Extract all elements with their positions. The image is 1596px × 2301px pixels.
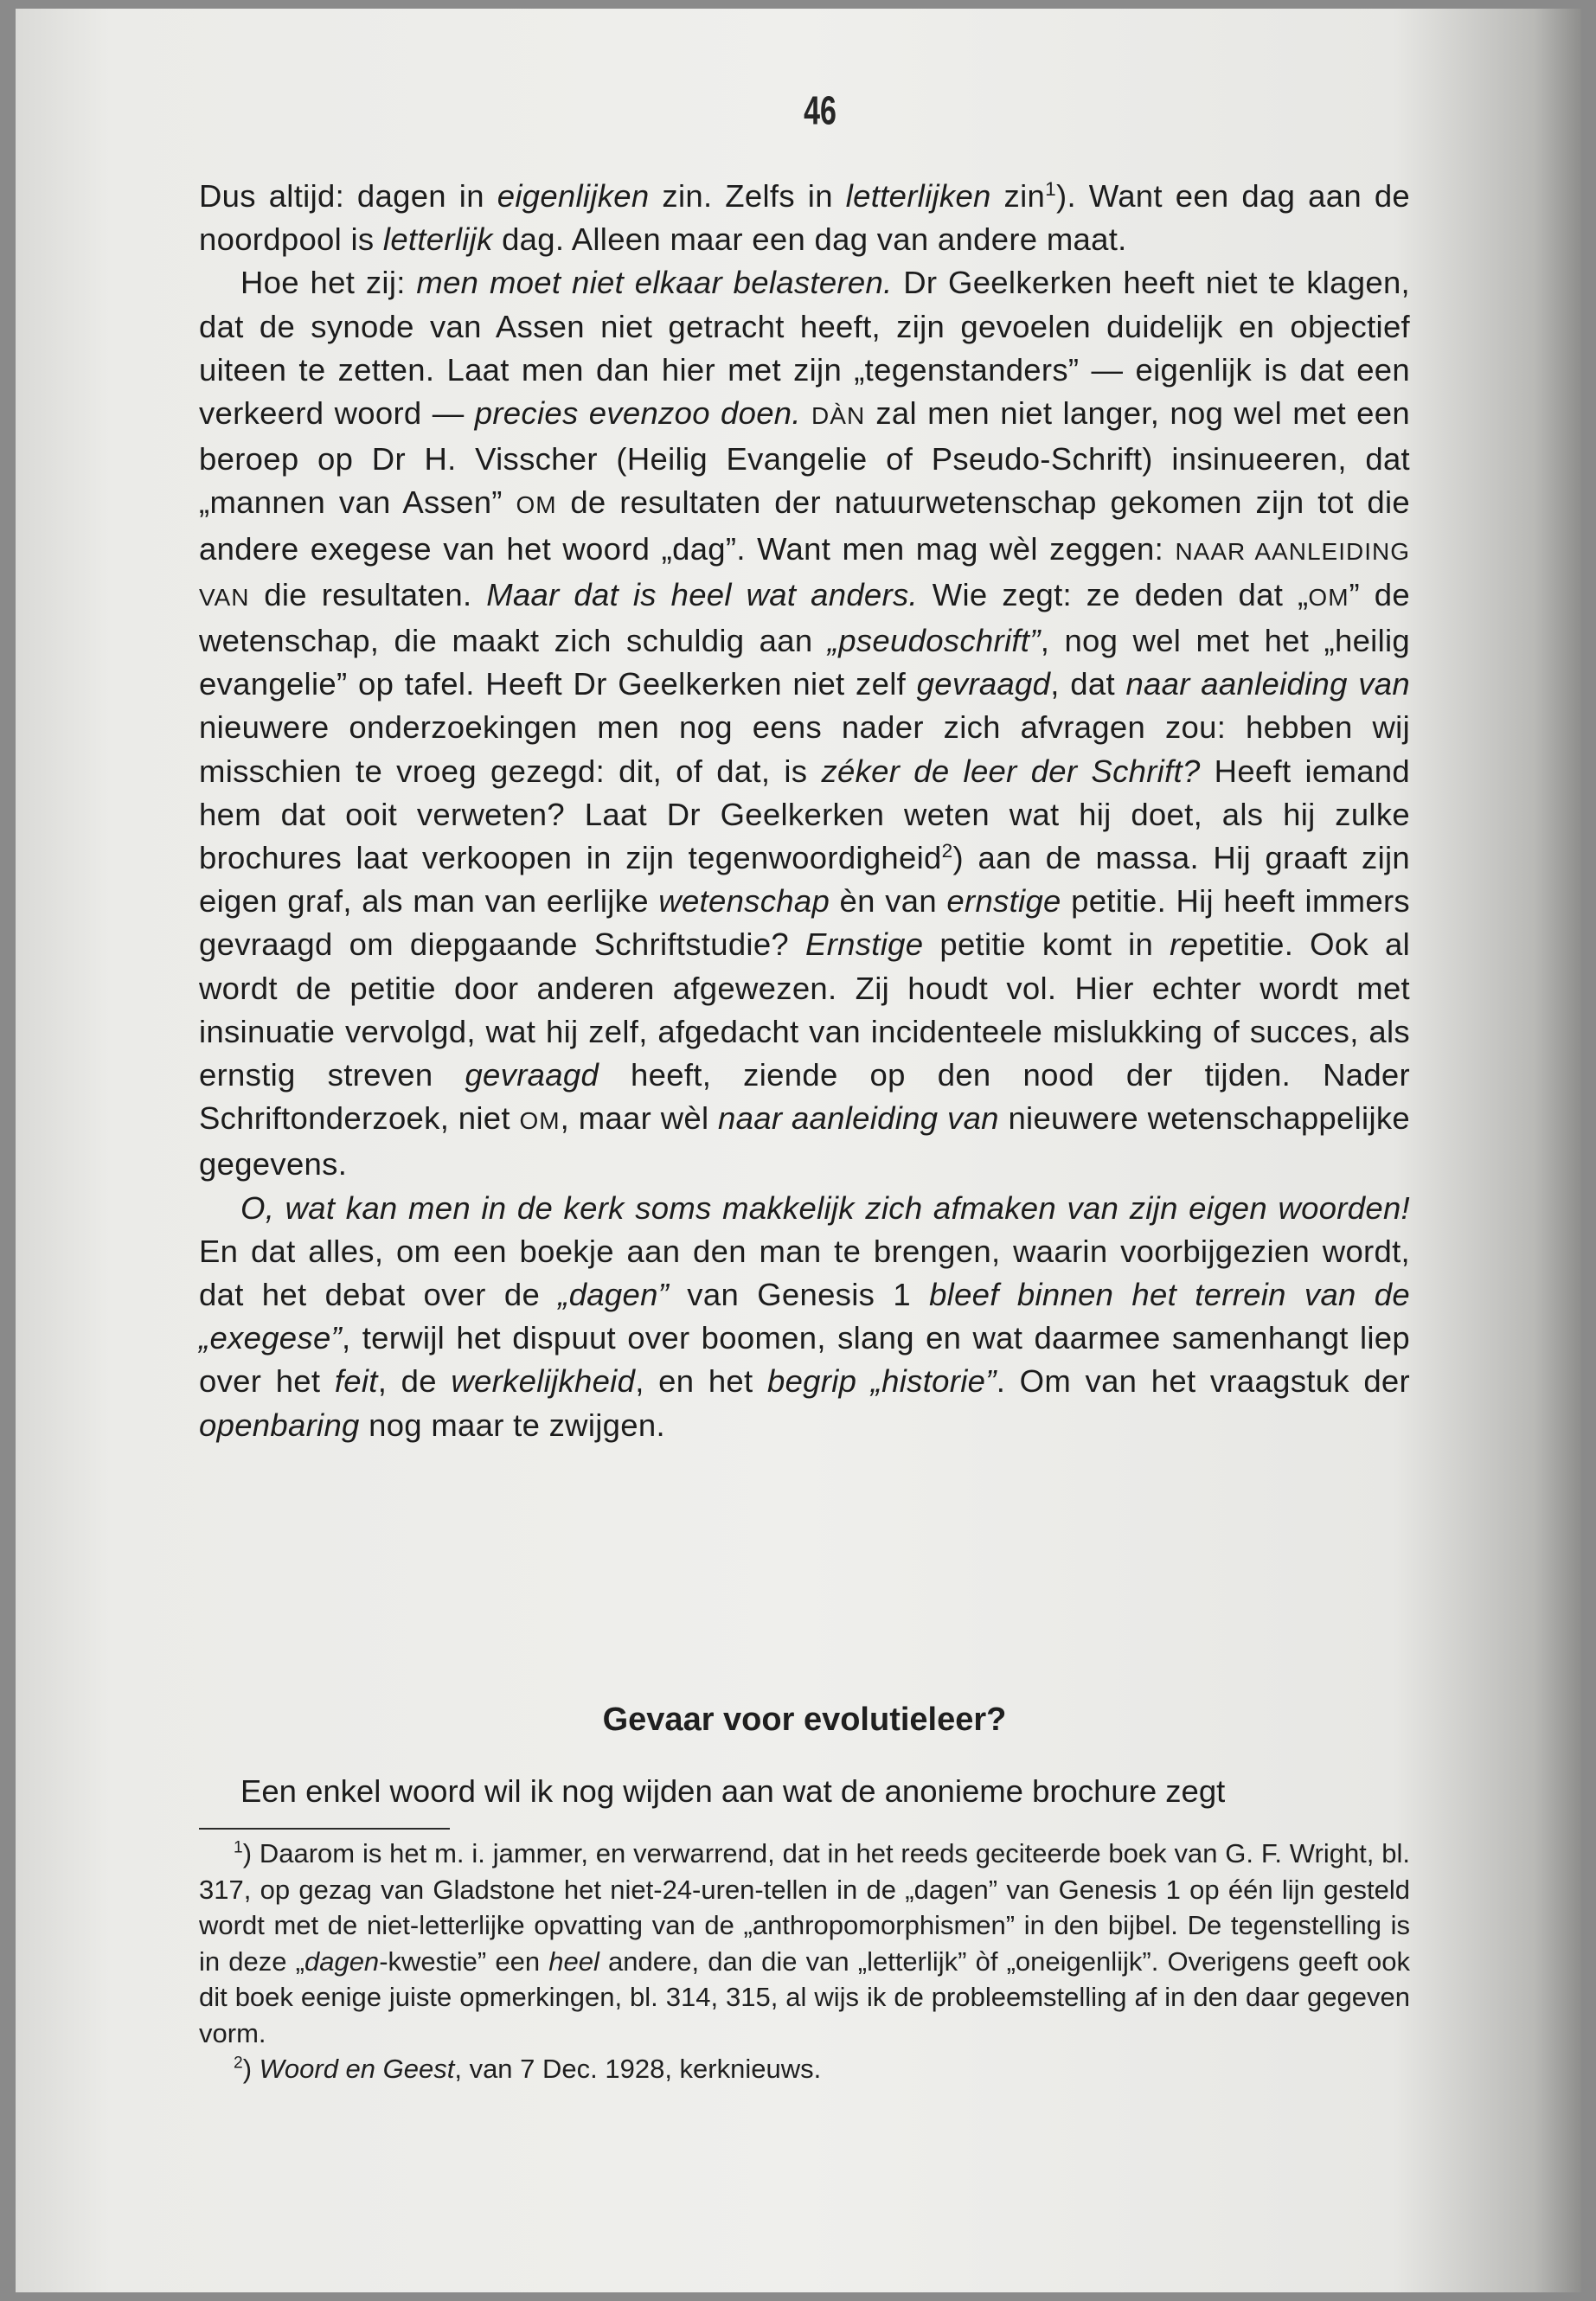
footnote-ref: 1 — [1045, 177, 1056, 200]
italic-run: werkelijkheid — [451, 1363, 636, 1400]
closing-line: Een enkel woord wil ik nog wijden aan wat de anonieme brochure zegt — [240, 1773, 1226, 1809]
text-run: de resultaten der natuurwetenschap gekomen zijn tot die andere exegese van het woord „dag”. Want men mag wèl zeggen: — [199, 484, 1410, 567]
text-run: , de — [377, 1363, 452, 1400]
italic-run: eigenlijken — [497, 178, 650, 214]
text-run: ) — [242, 2054, 260, 2084]
italic-run: precies evenzoo doen. — [474, 395, 801, 432]
italic-run: letterlijken — [845, 178, 991, 214]
text-run: -kwestie” een — [379, 1945, 549, 1977]
text-run: nieuwere onderzoekingen men nog eens nader zich afvragen zou: hebben wij misschien te vroeg gezegd: dit, of dat, is — [199, 709, 1410, 789]
smallcaps-run: OM — [519, 1107, 561, 1135]
italic-run: gevraagd — [465, 1057, 599, 1093]
text-run: , van 7 Dec. 1928, kerknieuws. — [454, 2054, 822, 2084]
text-run: , dat — [1050, 666, 1126, 702]
text-run: . Om van het vraagstuk der — [996, 1363, 1410, 1400]
italic-run: re — [1170, 926, 1199, 963]
text-run: èn van — [830, 883, 947, 920]
smallcaps-run: OM — [516, 491, 557, 519]
paragraph — [199, 261, 1410, 1186]
text-run: ) aan de massa. Hij graaft zijn eigen graf, als man van eerlijke — [199, 840, 1411, 920]
text-run: Dr Geelkerken heeft niet te klagen, dat de synode van Assen niet getracht heeft, zijn gevoelen duidelijk en objectief uiteen te zetten. Laat men dan hier met zijn „tegenstanders” — eigenlijk is dat een verkeerd woord — — [199, 265, 1410, 432]
italic-run: ernstige — [946, 883, 1061, 920]
book-page — [16, 9, 1581, 2292]
footnotes — [199, 1836, 1410, 2087]
italic-run: men moet niet elkaar belasteren. — [416, 265, 893, 301]
footnote — [199, 1836, 1410, 2051]
text-run: van Genesis 1 — [669, 1277, 930, 1313]
text-run: zin — [990, 178, 1046, 214]
smallcaps-run: OM — [1308, 583, 1349, 611]
text-run: , terwijl het dispuut over boomen, slang en wat daarmee samenhangt liep over het — [199, 1320, 1410, 1400]
smallcaps-run: NAAR AANLEIDING VAN — [199, 537, 1410, 611]
text-run: nog maar te zwijgen. — [359, 1407, 665, 1443]
italic-run: O, wat kan men in de kerk soms makkelijk zich afmaken van zijn eigen woorden! — [240, 1189, 1410, 1226]
italic-run: feit — [334, 1363, 378, 1400]
footnote-ref: 2 — [234, 2054, 243, 2073]
text-run: petitie komt in — [923, 926, 1170, 963]
section-heading: Gevaar voor evolutieleer? — [602, 1702, 1007, 1738]
italic-run: naar aanleiding van — [1125, 666, 1411, 702]
paragraph — [199, 175, 1410, 261]
text-run: ) Daarom is het m. i. jammer, en verwarrend, dat in het reeds geciteerde boek van G. F. Wright, bl. 317, op gezag van Gladstone het niet-24-uren-tellen in de „dagen” van Genesis 1 op één lijn gesteld wordt met de niet-letterlijke opvatting van de „anthropomorphismen” in den bijbel. De tegenstelling is in deze „ — [199, 1838, 1410, 1977]
text-run: heeft, ziende op den nood der tijden. Nader Schriftonderzoek, niet — [199, 1057, 1410, 1137]
text-run: petitie. Ook al wordt de petitie door anderen afgewezen. Zij houdt vol. Hier echter wordt met insinuatie vervolgd, wat hij zelf, afgedacht van incidenteele mislukking of succes, als ernstig streven — [199, 926, 1410, 1093]
italic-run: gevraagd — [916, 666, 1051, 702]
footnote-ref: 2 — [941, 839, 953, 862]
italic-run: bleef binnen het terrein van de „exegese” — [199, 1277, 1410, 1356]
text-run: Wie zegt: ze deden dat „ — [917, 576, 1309, 612]
footnote — [199, 2051, 1410, 2087]
italic-run: openbaring — [199, 1407, 360, 1443]
italic-run: letterlijk — [382, 221, 493, 258]
text-run: ” de wetenschap, die maakt zich schuldig aan — [199, 576, 1410, 659]
italic-run: heel — [548, 1945, 599, 1977]
text-run — [801, 395, 811, 431]
text-run: andere, dan die van „letterlijk” òf „oneigenlijk”. Overigens geeft ook dit boek eenige juiste opmerkingen, bl. 314, 315, al wijs ik de probleemstelling af in den daar gegeven vorm. — [199, 1945, 1411, 2048]
text-run: petitie. Hij heeft immers gevraagd om diepgaande Schriftstudie? — [199, 883, 1410, 963]
italic-run: begrip „historie” — [766, 1363, 997, 1400]
text-run: ). Want een dag aan de noordpool is — [199, 178, 1411, 258]
text-run: En dat alles, om een boekje aan den man te brengen, waarin voorbijgezien wordt, dat het debat over de — [199, 1233, 1410, 1313]
italic-run: wetenschap — [658, 883, 830, 920]
text-run: , nog wel met het „heilig evangelie” op tafel. Heeft Dr Geelkerken niet zelf — [199, 623, 1410, 702]
italic-run: Maar dat is heel wat anders. — [486, 576, 918, 612]
text-run: , maar wèl — [560, 1100, 719, 1137]
italic-run: Woord en Geest — [259, 2054, 455, 2084]
italic-run: „pseudoschrift” — [827, 623, 1041, 659]
italic-run: „dagen” — [558, 1277, 670, 1313]
paragraph — [199, 1187, 1410, 1447]
text-run: Heeft iemand hem dat ooit verweten? Laat Dr Geelkerken weten wat hij doet, als hij zulke brochures laat verkoopen in zijn tegenwoordigheid — [199, 753, 1410, 876]
footnote-ref: 1 — [234, 1838, 243, 1857]
text-run: Dus altijd: dagen in — [199, 178, 497, 214]
text-run: die resultaten. — [249, 576, 487, 612]
text-run: zal men niet langer, nog wel met een beroep op Dr H. Visscher (Heilig Evangelie of Pseudo-Schrift) insinueeren, dat „mannen van Assen” — [199, 395, 1410, 521]
body-text — [199, 175, 1410, 1447]
page-number: 46 — [804, 89, 836, 134]
text-run: dag. Alleen maar een dag van andere maat. — [492, 221, 1127, 258]
text-run: , en het — [635, 1363, 767, 1400]
text-run: Hoe het zij: — [240, 265, 417, 301]
italic-run: dagen — [304, 1945, 380, 1977]
italic-run: zéker de leer der Schrift? — [821, 753, 1201, 789]
italic-run: Ernstige — [805, 926, 924, 963]
smallcaps-run: DÀN — [811, 402, 866, 430]
footnote-divider — [199, 1828, 450, 1830]
italic-run: naar aanleiding van — [718, 1100, 999, 1137]
text-run: zin. Zelfs in — [649, 178, 846, 214]
text-run: nieuwere wetenschappelijke gegevens. — [199, 1100, 1410, 1183]
